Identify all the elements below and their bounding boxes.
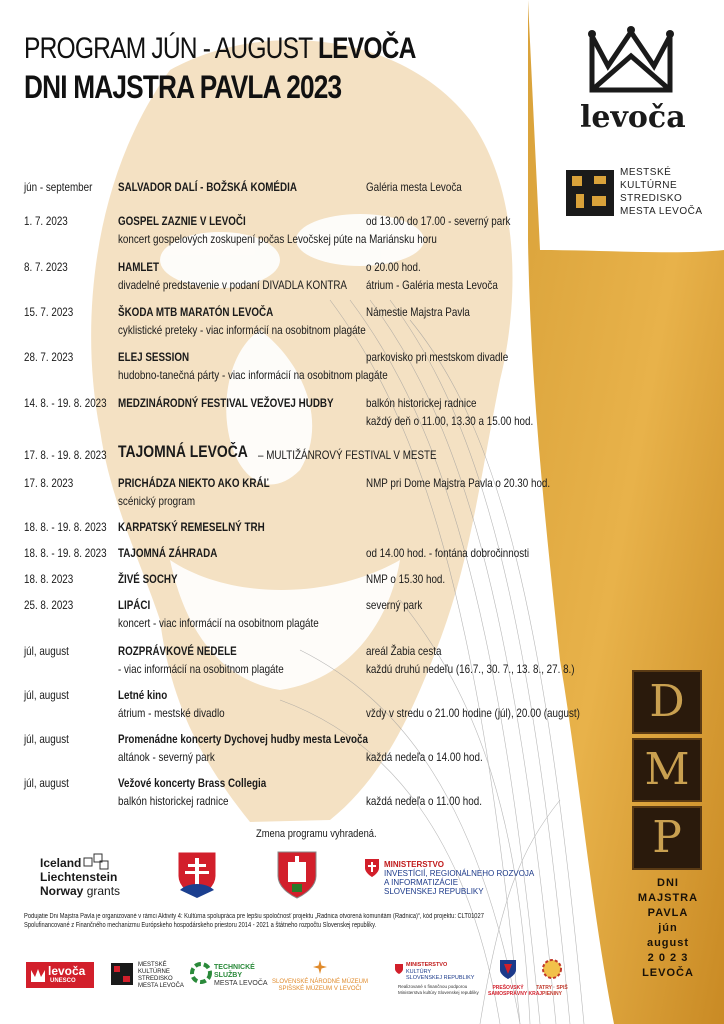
event-description: koncert gospelových zoskupení počas Levočskej púte na Mariánsku horu [118, 232, 437, 246]
bottom-mks-line: MESTSKÉ [138, 962, 167, 968]
event-name: GOSPEL ZAZNIE V LEVOČI [118, 214, 246, 228]
crown-icon [30, 967, 46, 983]
mks-emblem-icon [564, 166, 616, 220]
event-location-detail: každý deň o 11.00, 13.30 a 15.00 hod. [366, 414, 534, 428]
event-date: 18. 8. 2023 [24, 572, 74, 586]
event-name: LIPÁCI [118, 598, 151, 612]
event-date: júl, august [24, 644, 69, 658]
bottom-min2-line: MINISTERSTVO [406, 962, 448, 968]
levoca-coat-of-arms-icon [276, 850, 318, 900]
title-line2: DNI MAJSTRA PAVLA 2023 [24, 69, 342, 105]
eea-grants: grants [86, 884, 121, 898]
event-location-detail: každú druhú nedeľu (16.7., 30. 7., 13. 8., 27. 8.) [366, 662, 575, 676]
fine-print-line: Podujatie Dni Majstra Pavla je organizované v rámci Aktivity 4: Kultúrna spolupráca pre lepšiu spoločnosť projektu „Radnica otvorená komunitám (Radnica)“, kód projektu: CLT01027 [24, 913, 484, 920]
dmp-caption-line: PAVLA [647, 907, 689, 919]
event-name: TAJOMNÁ ZÁHRADA [118, 546, 218, 560]
bottom-min2-note: Realizované s finančnou podporou [398, 984, 468, 989]
event-date: jún - september [24, 180, 93, 194]
bottom-logo-mks [110, 962, 184, 991]
event-name: ŽIVÉ SOCHY [118, 572, 178, 586]
event-date: júl, august [24, 732, 69, 746]
ministry-head: MINISTERSTVO [384, 860, 445, 869]
dmp-letter-p: P [632, 806, 702, 870]
event-description: scénický program [118, 494, 196, 508]
bottom-ts-line: MESTA LEVOČA [214, 980, 268, 987]
page-title [24, 30, 416, 106]
title-line1-bold: LEVOČA [317, 32, 416, 65]
event-description: cyklistické preteky - viac informácií na osobitnom plagáte [118, 323, 366, 337]
event-location: od 14.00 hod. - fontána dobročinnosti [366, 546, 530, 560]
tatry-sun-icon [541, 958, 563, 980]
event-date: 18. 8. - 19. 8. 2023 [24, 546, 107, 560]
bottom-mks-line: MESTA LEVOČA [138, 983, 184, 989]
bottom-logo-presov-region [488, 958, 543, 997]
bottom-mks-line: STREDISKO [138, 976, 173, 982]
mks-emblem-icon [110, 962, 134, 986]
bottom-min2-line: KULTÚRY [406, 968, 432, 975]
event-date: júl, august [24, 776, 69, 790]
eea-squares-icon [82, 852, 110, 870]
technical-services-icon [190, 962, 212, 984]
event-description: átrium - mestské divadlo [118, 706, 225, 720]
region-crest-icon [498, 958, 518, 980]
ministry-line: SLOVENSKEJ REPUBLIKY [384, 887, 484, 896]
snm-star-icon [313, 960, 327, 974]
event-location: areál Žabia cesta [366, 644, 442, 658]
event-location: NMP o 15.30 hod. [366, 572, 446, 586]
bottom-mks-line: KULTÚRNE [138, 969, 170, 975]
bottom-kraj-line: PREŠOVSKÝ [492, 985, 524, 991]
event-date: 1. 7. 2023 [24, 214, 68, 228]
event-name: Letné kino [118, 688, 168, 702]
event-name: ŠKODA MTB MARATÓN LEVOČA [118, 305, 274, 319]
event-location: o 20.00 hod. [366, 260, 421, 274]
bottom-min2-note: Ministerstva kultúry Slovenskej republiky [398, 989, 479, 995]
event-date: 8. 7. 2023 [24, 260, 68, 274]
dmp-caption [626, 876, 710, 981]
event-date: 25. 8. 2023 [24, 598, 74, 612]
bottom-ts-line: TECHNICKÉ [214, 964, 255, 971]
event-location: Galéria mesta Levoča [366, 180, 462, 194]
bottom-snm-line: SLOVENSKÉ NÁRODNÉ MÚZEUM [272, 979, 369, 985]
event-description: koncert - viac informácií na osobitnom plagáte [118, 616, 319, 630]
event-name: SALVADOR DALÍ - BOŽSKÁ KOMÉDIA [118, 180, 297, 194]
event-date: 17. 8. - 19. 8. 2023 [24, 448, 107, 462]
dmp-caption-line: 2 0 2 3 [647, 952, 689, 964]
ministry-crest-icon [394, 963, 404, 975]
bottom-logo-snm [272, 960, 368, 993]
event-name: Promenádne koncerty Dychovej hudby mesta Levoča [118, 732, 368, 746]
event-name: HAMLET [118, 260, 159, 274]
levoca-wordmark: levoča [580, 100, 686, 135]
ministry-line: A INFORMATIZÁCIE [384, 878, 459, 887]
dmp-caption-line: august [646, 937, 690, 949]
event-name: ELEJ SESSION [118, 350, 190, 364]
event-name: TAJOMNÁ LEVOČA [118, 442, 248, 461]
dmp-caption-line: jún [658, 922, 678, 934]
event-name: PRICHÁDZA NIEKTO AKO KRÁĽ [118, 476, 270, 490]
mks-line: STREDISKO [620, 193, 683, 204]
event-name: Vežové koncerty Brass Collegia [118, 776, 267, 790]
dmp-letter-m: M [632, 738, 702, 802]
event-name: MEDZINÁRODNÝ FESTIVAL VEŽOVEJ HUDBY [118, 396, 334, 410]
program-change-note: Zmena programu vyhradená. [256, 828, 377, 840]
bottom-min2-line: SLOVENSKEJ REPUBLIKY [406, 975, 475, 981]
bottom-tatry-line: TATRY · SPIŠ [536, 985, 568, 991]
ministry-line: INVESTÍCIÍ, REGIONÁLNEHO ROZVOJA [384, 869, 535, 878]
bottom-logo-levoca [26, 962, 94, 988]
ministry-crest-icon [364, 858, 380, 878]
event-date: 14. 8. - 19. 8. 2023 [24, 396, 107, 410]
event-subtitle: – MULTIŽÁNROVÝ FESTIVAL V MESTE [258, 448, 437, 462]
crown-icon [586, 26, 676, 96]
event-date: júl, august [24, 688, 69, 702]
dmp-caption-line: MAJSTRA [637, 892, 699, 904]
bottom-ts-line: SLUŽBY [214, 972, 242, 979]
dmp-emblem [632, 670, 704, 874]
event-location: severný park [366, 598, 423, 612]
mks-logo [564, 166, 703, 225]
event-location: balkón historickej radnice [366, 396, 477, 410]
event-name: KARPATSKÝ REMESELNÝ TRH [118, 520, 265, 534]
event-date: 15. 7. 2023 [24, 305, 74, 319]
eea-line: Liechtenstein [40, 870, 118, 884]
event-description: divadelné predstavenie v podaní DIVADLA KONTRA [118, 278, 347, 292]
event-date: 28. 7. 2023 [24, 350, 74, 364]
mks-text [620, 166, 703, 218]
event-location-detail: vždy v stredu o 21.00 hodine (júl), 20.00 (august) [366, 706, 580, 720]
event-location: NMP pri Dome Majstra Pavla o 20.30 hod. [366, 476, 551, 490]
event-location: parkovisko pri mestskom divadle [366, 350, 509, 364]
event-description: - viac informácií na osobitnom plagáte [118, 662, 284, 676]
event-description: balkón historickej radnice [118, 794, 229, 808]
bottom-logo-tatry [532, 958, 572, 997]
bottom-unesco: UNESCO [50, 978, 76, 984]
slovak-coat-of-arms-icon [176, 850, 218, 900]
eea-line: Iceland [40, 856, 82, 870]
mks-line: MESTSKÉ [620, 167, 672, 178]
event-location: od 13.00 do 17.00 - severný park [366, 214, 511, 228]
bottom-logo-technical-services [190, 962, 268, 989]
event-date: 18. 8. - 19. 8. 2023 [24, 520, 107, 534]
title-line1-plain: PROGRAM JÚN - AUGUST [24, 32, 318, 65]
bottom-snm-line: SPIŠSKÉ MÚZEUM V LEVOČI [278, 986, 362, 992]
fine-print-line: Spolufinancované z Finančného mechanizmu Európskeho hospodárskeho priestoru 2014 - 2021 a štátneho rozpočtu Slovenskej republiky. [24, 922, 377, 929]
mks-line: KULTÚRNE [620, 180, 678, 191]
event-location: Námestie Majstra Pavla [366, 305, 470, 319]
bottom-levoca-word: levoča [48, 964, 86, 978]
bottom-tatry-line: PIENINY [541, 991, 562, 997]
dmp-caption-line: LEVOČA [642, 967, 694, 979]
eea-line: Norway [40, 884, 84, 898]
event-location-detail: každá nedeľa o 14.00 hod. [366, 750, 483, 764]
event-date: 17. 8. 2023 [24, 476, 74, 490]
event-name: ROZPRÁVKOVÉ NEDELE [118, 644, 237, 658]
bottom-kraj-line: SAMOSPRÁVNY KRAJ [488, 991, 543, 997]
event-description: hudobno-tanečná párty - viac informácií na osobitnom plagáte [118, 368, 388, 382]
bottom-logo-ministry-culture [394, 962, 479, 995]
event-location-detail: átrium - Galéria mesta Levoča [366, 278, 498, 292]
event-description: altánok - severný park [118, 750, 215, 764]
ministry-logo [384, 860, 534, 896]
funding-fine-print [24, 912, 483, 930]
dmp-letter-d: D [632, 670, 702, 734]
event-location-detail: každá nedeľa o 11.00 hod. [366, 794, 482, 808]
mks-line: MESTA LEVOČA [620, 206, 703, 217]
dmp-caption-line: DNI [657, 877, 679, 889]
